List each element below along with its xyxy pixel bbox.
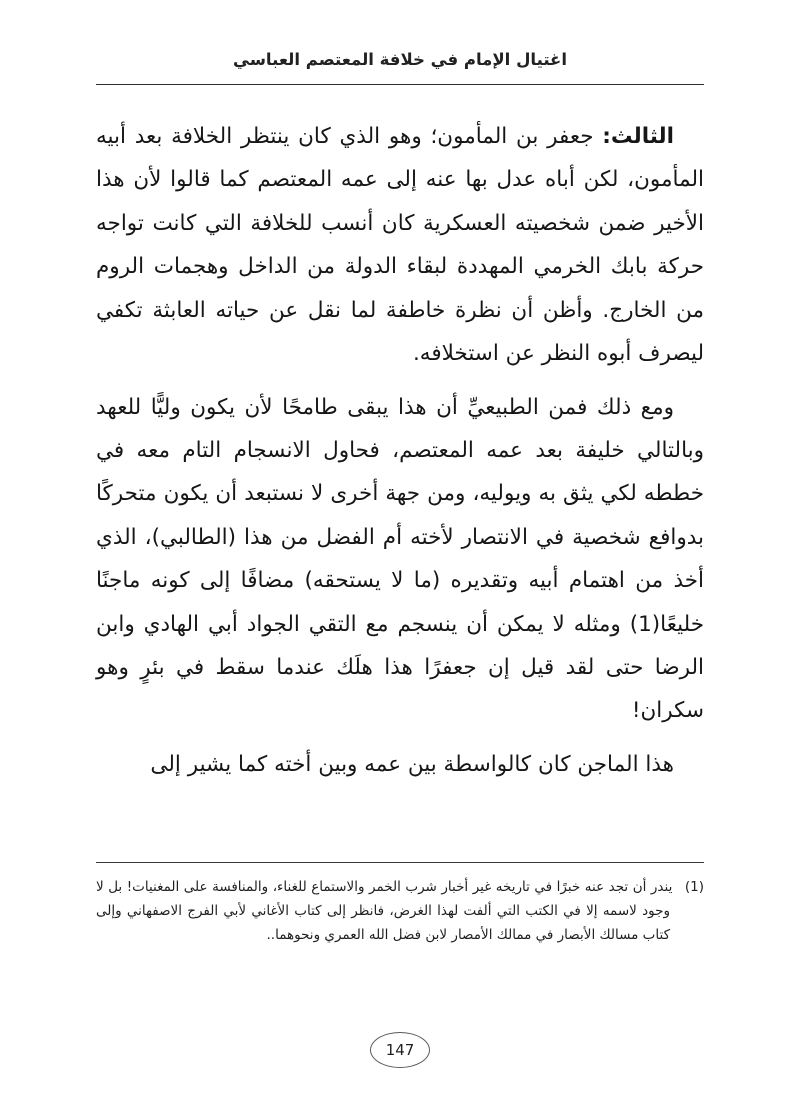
paragraph: هذا الماجن كان كالواسطة بين عمه وبين أخته كما يشير إلى <box>150 751 674 777</box>
page-number-badge <box>370 1032 430 1068</box>
footnote-text: يندر أن تجد عنه خبرًا في تاريخه غير أخبار شرب الخمر والاستماع للغناء، والمنافسة على المغنيات! بل لا وجود لاسمه إلا في الكتب التي ألفت لهذا الغرض، فانظر إلى كتاب الأغاني لأبي الفرج الاصفهاني وإلى كتاب مسالك الأبصار في ممالك الأمصار لابن فضل الله العمري ونحوهما.. <box>96 879 673 944</box>
footnote-marker: (1) <box>684 879 704 895</box>
page-title: اغتيال الإمام في خلافة المعتصم العباسي <box>233 50 567 69</box>
footnote-block <box>96 862 704 947</box>
paragraph-text: جعفر بن المأمون؛ وهو الذي كان ينتظر الخلافة بعد أبيه المأمون، لكن أباه عدل بها عنه إلى عمه المعتصم كما قالوا لأن هذا الأخير ضمن شخصيته العسكرية كان أنسب للخلافة التي كانت تواجه حركة بابك الخرمي المهددة لبقاء الدولة من الداخل وهجمات الروم من الخارج. وأظن أن نظرة خاطفة لما نقل عن حياته العابثة تكفي ليصرف أبوه النظر عن استخلافه. <box>96 124 704 367</box>
paragraph-lead: الثالث: <box>602 124 674 149</box>
paragraph <box>96 115 704 376</box>
page-number: 147 <box>385 1041 415 1059</box>
paragraph: ومع ذلك فمن الطبيعيِّ أن هذا يبقى طامحًا لأن يكون وليًّا للعهد وبالتالي خليفة بعد عمه المعتصم، فحاول الانسجام التام معه في خططه لكي يثق به ويوليه، ومن جهة أخرى لا نستبعد أن يكون متحركًا بدوافع شخصية في الانتصار لأخته أم الفضل من هذا (الطالبي)، الذي أخذ من اهتمام أبيه وتقديره (ما لا يستحقه) مضافًا إلى كونه ماجنًا خليعًا(1) ومثله لا يمكن أن ينسجم مع التقي الجواد أبي الهادي وابن الرضا حتى لقد قيل إن جعفرًا هذا هلَك عندما سقط في بئرٍ وهو سكران! <box>96 394 704 724</box>
footnote <box>96 875 704 947</box>
running-head <box>96 0 704 85</box>
header-rule <box>96 84 704 85</box>
body-text <box>96 115 704 786</box>
footnote-separator <box>96 862 704 863</box>
